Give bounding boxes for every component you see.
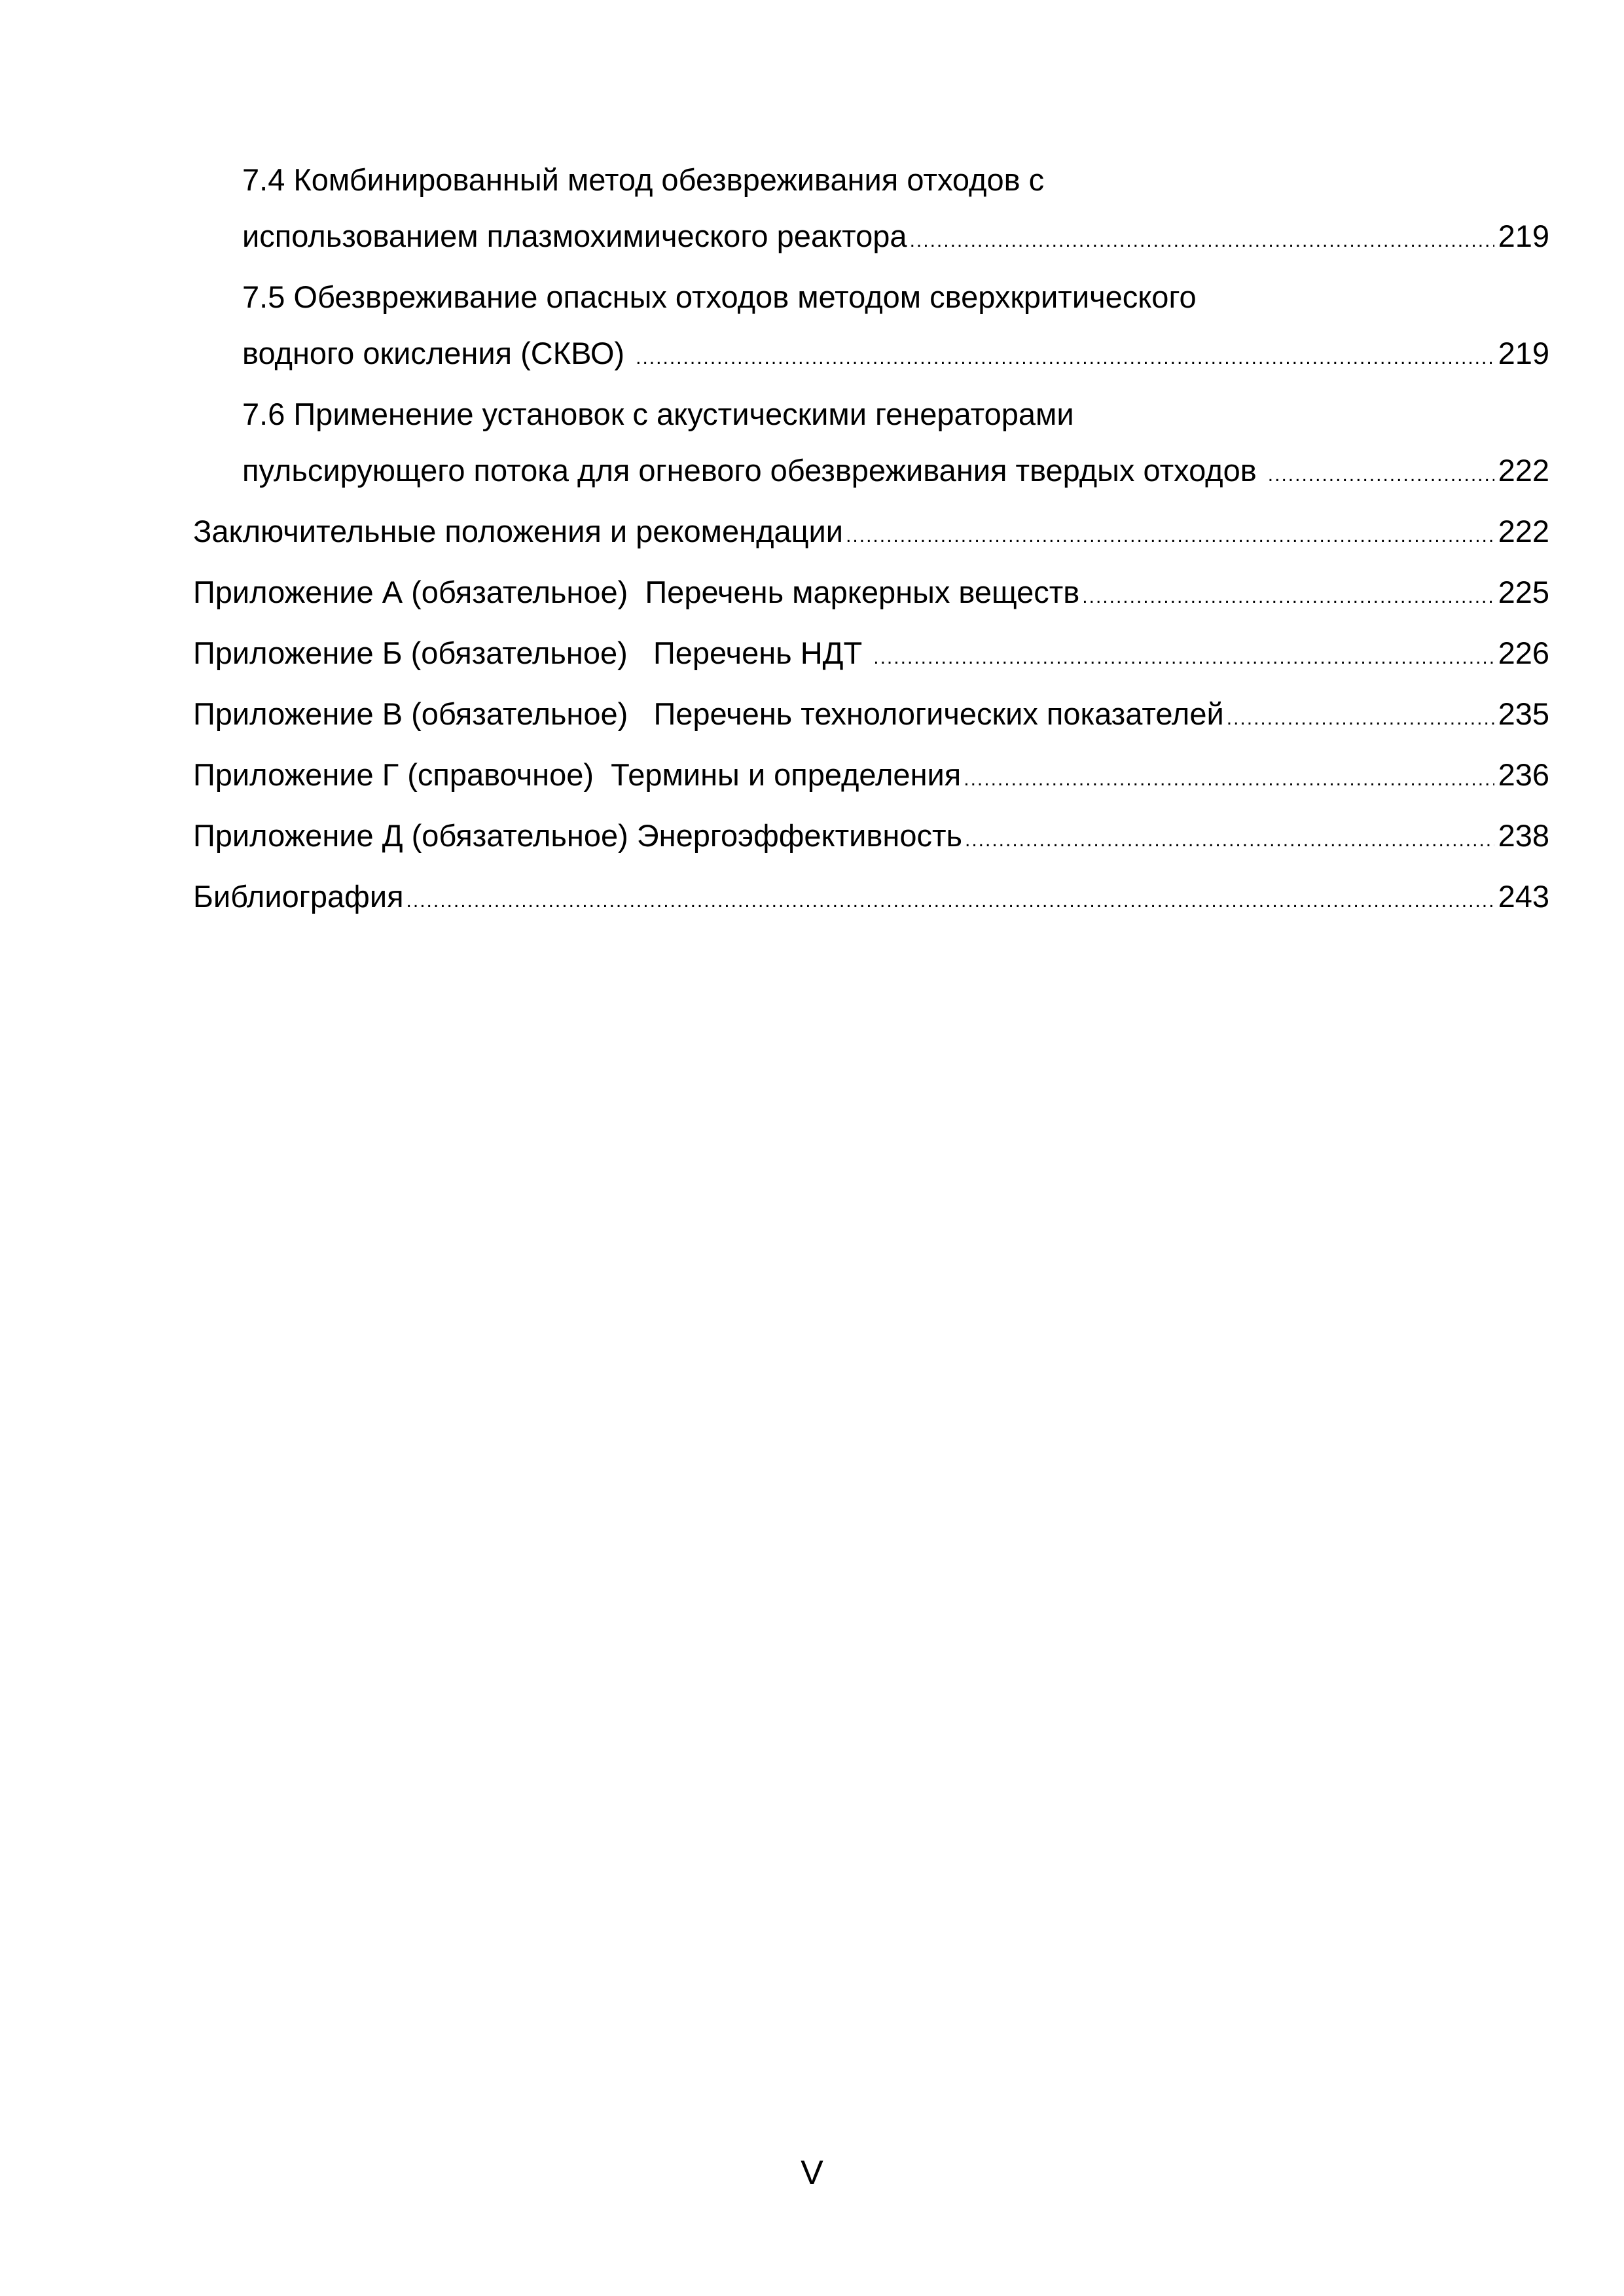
toc-entry-7-6[interactable]	[193, 386, 1549, 503]
toc-dot-leader	[636, 330, 1494, 386]
toc-entry-title-line-1: 7.4 Комбинированный метод обезвреживания отходов с	[242, 162, 1045, 197]
toc-entry-last-line	[242, 442, 1549, 503]
toc-entry-last-line	[242, 325, 1549, 386]
toc-entry-title-line-2: использованием плазмохимического реактора	[242, 219, 907, 253]
toc-entry-title-line-2: водного окисления (СКВО)	[242, 336, 634, 370]
toc-entry-line	[193, 808, 1549, 869]
toc-entry-title: Заключительные положения и рекомендации	[193, 514, 844, 548]
toc-entry-title-line-1: 7.5 Обезвреживание опасных отходов методом сверхкритического	[242, 279, 1197, 314]
toc-entry-line	[193, 869, 1549, 929]
toc-entry-first-line	[242, 269, 1549, 325]
toc-entry-appendix-b[interactable]	[193, 625, 1549, 686]
toc-dot-leader	[965, 812, 1494, 869]
toc-page-number: 236	[1498, 757, 1549, 792]
toc-entry-conclusions[interactable]	[193, 503, 1549, 564]
toc-page-number: 225	[1498, 575, 1549, 609]
toc-dot-leader	[846, 508, 1494, 564]
toc-entry-last-line	[242, 208, 1549, 269]
toc-page-number: 238	[1498, 818, 1549, 853]
toc-dot-leader	[873, 630, 1494, 686]
toc-entry-7-5[interactable]	[193, 269, 1549, 386]
toc-entry-bibliography[interactable]	[193, 869, 1549, 929]
toc-entry-title: Библиография	[193, 879, 404, 914]
toc-page-number: 235	[1498, 696, 1549, 731]
toc-page-number: 243	[1498, 879, 1549, 914]
toc-entry-appendix-v[interactable]	[193, 686, 1549, 747]
toc-page-number: 219	[1498, 219, 1549, 253]
toc-entry-line	[193, 503, 1549, 564]
toc-dot-leader	[1082, 569, 1494, 625]
toc-entry-appendix-g[interactable]	[193, 747, 1549, 808]
toc-dot-leader	[964, 751, 1494, 808]
toc-entry-line	[193, 686, 1549, 747]
toc-entry-line	[193, 625, 1549, 686]
toc-dot-leader	[1268, 447, 1494, 503]
toc-entry-first-line	[242, 386, 1549, 442]
table-of-contents	[193, 152, 1549, 929]
toc-page-number: 222	[1498, 514, 1549, 548]
toc-entry-title: Приложение В (обязательное) Перечень технологических показателей	[193, 696, 1224, 731]
toc-entry-appendix-a[interactable]	[193, 564, 1549, 625]
toc-entry-title-line-2: пульсирующего потока для огневого обезвреживания твердых отходов	[242, 453, 1265, 488]
toc-entry-title: Приложение А (обязательное) Перечень маркерных веществ	[193, 575, 1080, 609]
toc-entry-appendix-d[interactable]	[193, 808, 1549, 869]
toc-entry-title: Приложение Д (обязательное) Энергоэффективность	[193, 818, 962, 853]
toc-entry-line	[193, 747, 1549, 808]
toc-entry-title: Приложение Г (справочное) Термины и определения	[193, 757, 962, 792]
page-number: V	[801, 2154, 823, 2192]
toc-page-number: 222	[1498, 453, 1549, 488]
toc-page-number: 226	[1498, 636, 1549, 670]
toc-dot-leader	[406, 873, 1494, 929]
toc-dot-leader	[1227, 691, 1494, 747]
toc-entry-7-4[interactable]	[193, 152, 1549, 269]
toc-page-number: 219	[1498, 336, 1549, 370]
toc-entry-title-line-1: 7.6 Применение установок с акустическими генераторами	[242, 397, 1074, 431]
toc-entry-first-line	[242, 152, 1549, 208]
toc-entry-title: Приложение Б (обязательное) Перечень НДТ	[193, 636, 871, 670]
toc-dot-leader	[910, 213, 1494, 269]
toc-entry-line	[193, 564, 1549, 625]
